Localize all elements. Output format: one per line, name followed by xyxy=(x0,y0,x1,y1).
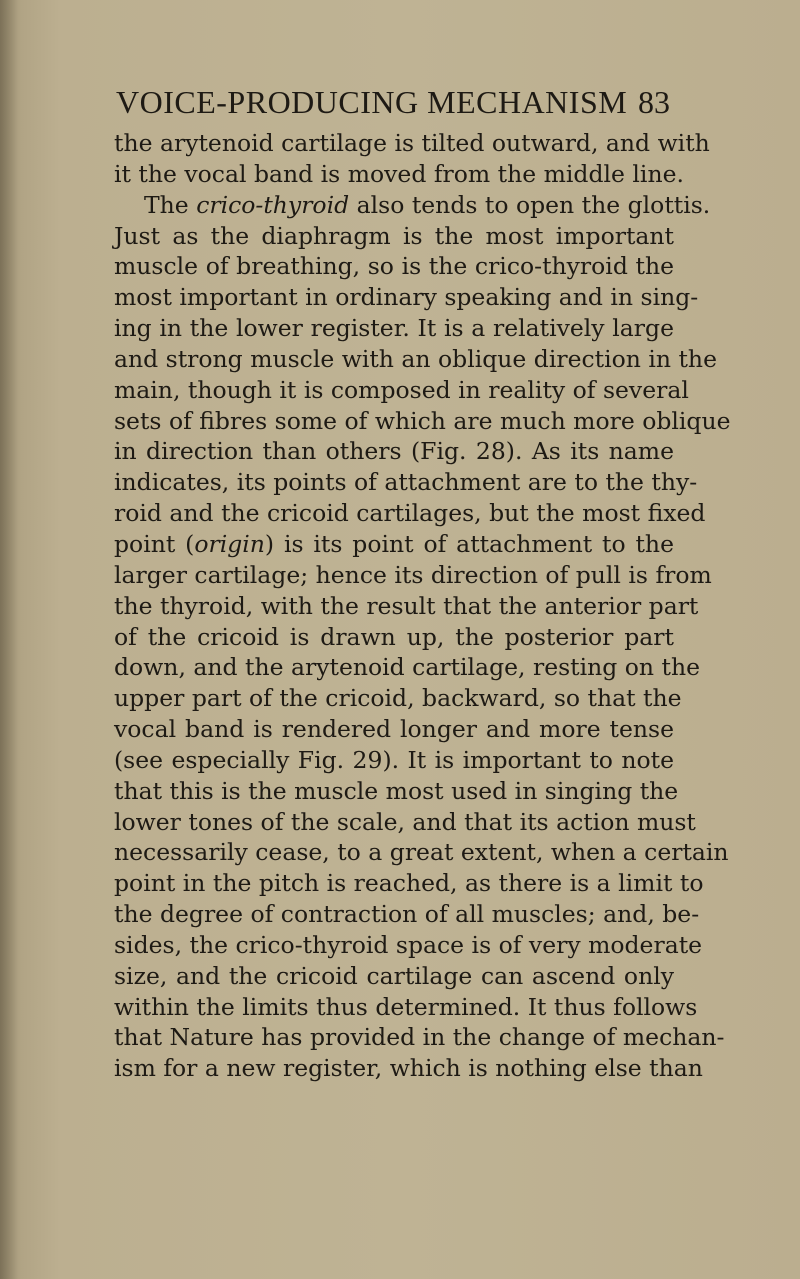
text-line: ism for a new register, which is nothing else than xyxy=(114,1054,703,1083)
text-line: vocal band is rendered longer and more tense xyxy=(114,715,674,744)
text-line: ing in the lower register. It is a relatively large xyxy=(114,314,674,343)
text-segment: ) is its point of attachment to the xyxy=(264,529,674,558)
page-number: 83 xyxy=(638,84,670,120)
text-line: size, and the cricoid cartilage can ascend only xyxy=(114,961,674,990)
text-line: that Nature has provided in the change of mechan- xyxy=(114,1023,725,1052)
text-line: and strong muscle with an oblique direction in the xyxy=(114,344,717,373)
text-line: the arytenoid cartilage is tilted outward, and with xyxy=(114,129,710,157)
text-line: larger cartilage; hence its direction of pull is from xyxy=(114,560,712,589)
italic-term: crico-thyroid xyxy=(196,190,350,219)
text-line xyxy=(114,190,711,221)
text-line: upper part of the cricoid, backward, so that the xyxy=(114,684,682,713)
text-segment: The xyxy=(144,190,197,219)
text-line: (see especially Fig. 29). It is important to note xyxy=(114,745,674,774)
text-line: the thyroid, with the result that the anterior part xyxy=(114,591,699,620)
text-segment: also tends to open the glottis. xyxy=(349,190,711,219)
text-line: that this is the muscle most used in singing the xyxy=(114,776,679,805)
text-line: necessarily cease, to a great extent, when a certain xyxy=(114,838,729,867)
text-line: point in the pitch is reached, as there is a limit to xyxy=(114,869,704,898)
text-line: roid and the cricoid cartilages, but the most fixed xyxy=(114,499,706,528)
text-line: muscle of breathing, so is the crico-thyroid the xyxy=(114,252,674,281)
running-head-title: VOICE-PRODUCING MECHANISM xyxy=(116,84,628,120)
text-line: sets of fibres some of which are much more oblique xyxy=(114,406,731,435)
text-line: indicates, its points of attachment are to the thy- xyxy=(114,468,698,497)
text-line: the degree of contraction of all muscles; and, be- xyxy=(114,900,700,929)
text-line: in direction than others (Fig. 28). As its name xyxy=(114,437,674,466)
text-line: main, though it is composed in reality of several xyxy=(114,375,689,404)
text-line: it the vocal band is moved from the middle line. xyxy=(114,159,684,188)
body-text xyxy=(114,128,731,1084)
italic-term: origin xyxy=(194,529,265,558)
running-head xyxy=(110,76,670,118)
text-line: within the limits thus determined. It thus follows xyxy=(114,992,698,1021)
page-gutter-shadow xyxy=(0,0,18,1279)
text-line: lower tones of the scale, and that its action must xyxy=(114,807,696,836)
text-line xyxy=(114,529,674,560)
text-line: down, and the arytenoid cartilage, resting on the xyxy=(114,653,701,682)
text-line: most important in ordinary speaking and in sing- xyxy=(114,283,699,312)
text-line: Just as the diaphragm is the most important xyxy=(114,221,674,250)
text-segment: point ( xyxy=(114,529,195,558)
text-line: of the cricoid is drawn up, the posterior part xyxy=(114,622,674,651)
text-line: sides, the crico-thyroid space is of very moderate xyxy=(114,930,703,959)
